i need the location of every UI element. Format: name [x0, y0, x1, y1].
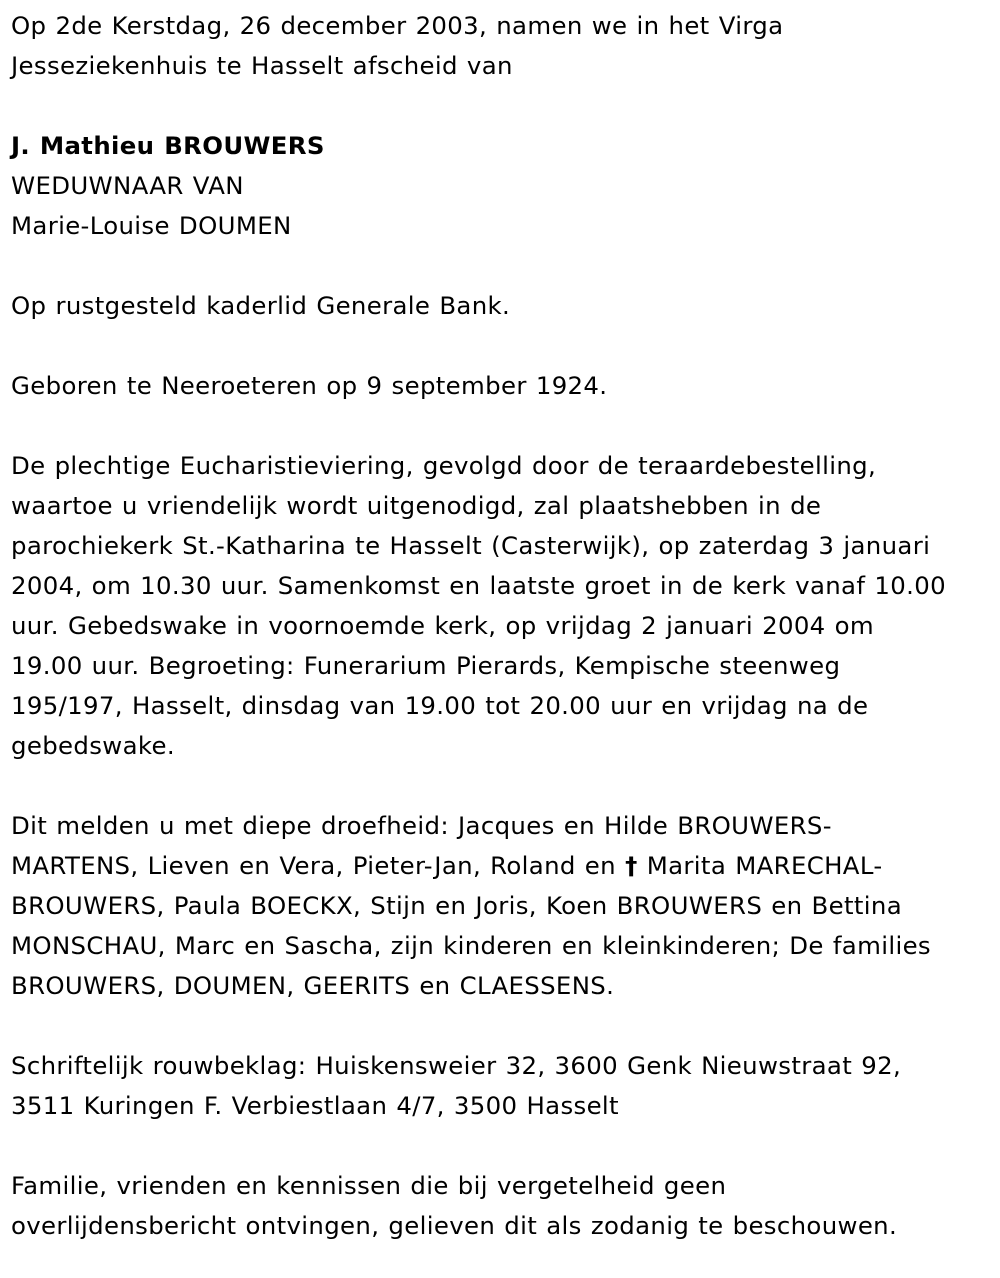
family-line-2-end: Marita MARECHAL- [637, 851, 883, 880]
ceremony-line: waartoe u vriendelijk wordt uitgenodigd, zal plaatshebben in de [11, 491, 822, 520]
deceased-cross-icon: † [625, 851, 638, 880]
occupation-paragraph [11, 286, 986, 326]
family-line-2-start: MARTENS, Lieven en Vera, Pieter-Jan, Roland en [11, 851, 626, 880]
family-paragraph [11, 806, 986, 1006]
closing-line-2: overlijdensbericht ontvingen, gelieven dit als zodanig te beschouwen. [11, 1211, 898, 1240]
family-line-1: Dit melden u met diepe droefheid: Jacques en Hilde BROUWERS- [11, 811, 832, 840]
ceremony-line: 19.00 uur. Begroeting: Funerarium Pierards, Kempische steenweg [11, 651, 841, 680]
closing-paragraph [11, 1166, 986, 1246]
intro-line-1: Op 2de Kerstdag, 26 december 2003, namen we in het Virga [11, 11, 784, 40]
ceremony-line: parochiekerk St.-Katharina te Hasselt (Casterwijk), op zaterdag 3 januari [11, 531, 931, 560]
condolences-line-2: 3511 Kuringen F. Verbiestlaan 4/7, 3500 Hasselt [11, 1091, 619, 1120]
family-line-5: BROUWERS, DOUMEN, GEERITS en CLAESSENS. [11, 971, 615, 1000]
ceremony-line: uur. Gebedswake in voornoemde kerk, op vrijdag 2 januari 2004 om [11, 611, 875, 640]
birth-paragraph [11, 366, 986, 406]
condolences-paragraph [11, 1046, 986, 1126]
family-line-4: MONSCHAU, Marc en Sascha, zijn kinderen en kleinkinderen; De families [11, 931, 931, 960]
closing-line-1: Familie, vrienden en kennissen die bij vergetelheid geen [11, 1171, 727, 1200]
deceased-name: J. Mathieu BROUWERS [11, 131, 325, 160]
intro-line-2: Jesseziekenhuis te Hasselt afscheid van [11, 51, 513, 80]
family-line-3: BROUWERS, Paula BOECKX, Stijn en Joris, Koen BROUWERS en Bettina [11, 891, 903, 920]
family-line-2 [11, 846, 986, 886]
ceremony-line: 2004, om 10.30 uur. Samenkomst en laatste groet in de kerk vanaf 10.00 [11, 571, 946, 600]
ceremony-line: De plechtige Eucharistieviering, gevolgd door de teraardebestelling, [11, 451, 877, 480]
intro-paragraph [11, 6, 986, 86]
occupation-text: Op rustgesteld kaderlid Generale Bank. [11, 291, 511, 320]
condolences-line-1: Schriftelijk rouwbeklag: Huiskensweier 32, 3600 Genk Nieuwstraat 92, [11, 1051, 902, 1080]
ceremony-line: 195/197, Hasselt, dinsdag van 19.00 tot 20.00 uur en vrijdag na de [11, 691, 869, 720]
obituary-document [11, 6, 986, 1246]
spouse-name: Marie-Louise DOUMEN [11, 211, 292, 240]
ceremony-line: gebedswake. [11, 731, 175, 760]
ceremony-paragraph [11, 446, 986, 766]
birth-text: Geboren te Neeroeteren op 9 september 1924. [11, 371, 608, 400]
deceased-block [11, 126, 986, 246]
deceased-status: WEDUWNAAR VAN [11, 171, 244, 200]
